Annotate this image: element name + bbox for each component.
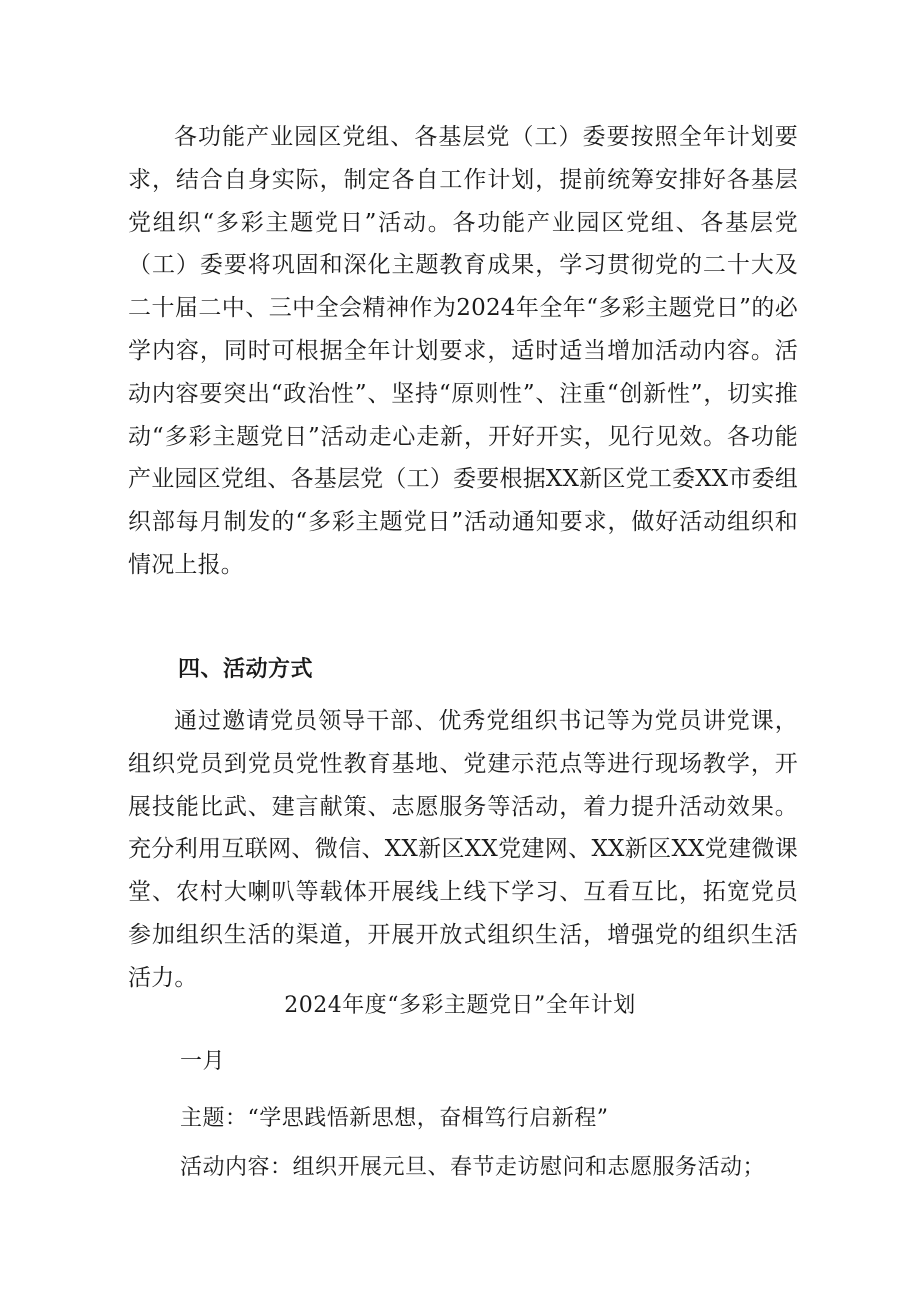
activity-line xyxy=(180,1150,765,1186)
section-heading-activity-methods: 四、活动方式 xyxy=(178,657,314,682)
month-label: 一月 xyxy=(180,1049,226,1074)
theme-value: “学思践悟新思想，奋楫笃行启新程” xyxy=(247,1106,609,1131)
activity-value: 组织开展元旦、春节走访慰问和志愿服务活动； xyxy=(292,1155,766,1180)
body-paragraph-plan-requirements: 各功能产业园区党组、各基层党（工）委要按照全年计划要求，结合自身实际，制定各自工作计划，提前统筹安排好各基层党组织“多彩主题党日”活动。各功能产业园区党组、各基层党（工）委要将巩固和深化主题教育成果，学习贯彻党的二十大及二十届二中、三中全会精神作为2024年全年“多彩主题党日”的必学内容，同时可根据全年计划要求，适时适当增加活动内容。活动内容要突出“政治性”、坚持“原则性”、注重“创新性”，切实推动“多彩主题党日”活动走心走新，开好开实，见行见效。各功能产业园区党组、各基层党（工）委要根据XX新区党工委XX市委组织部每月制发的“多彩主题党日”活动通知要求，做好活动组织和情况上报。 xyxy=(128,124,798,578)
body-paragraph-activity-methods: 通过邀请党员领导干部、优秀党组织书记等为党员讲党课，组织党员到党员党性教育基地、党建示范点等进行现场教学，开展技能比武、建言献策、志愿服务等活动，着力提升活动效果。充分利用互联网、微信、XX新区XX党建网、XX新区XX党建微课堂、农村大喇叭等载体开展线上线下学习、互看互比，拓宽党员参加组织生活的渠道，开展开放式组织生活，增强党的组织生活活力。 xyxy=(128,708,798,991)
activity-label: 活动内容： xyxy=(180,1155,293,1180)
theme-label: 主题： xyxy=(180,1106,248,1131)
plan-title: 2024年度“多彩主题党日”全年计划 xyxy=(284,993,636,1018)
theme-line xyxy=(180,1101,609,1137)
